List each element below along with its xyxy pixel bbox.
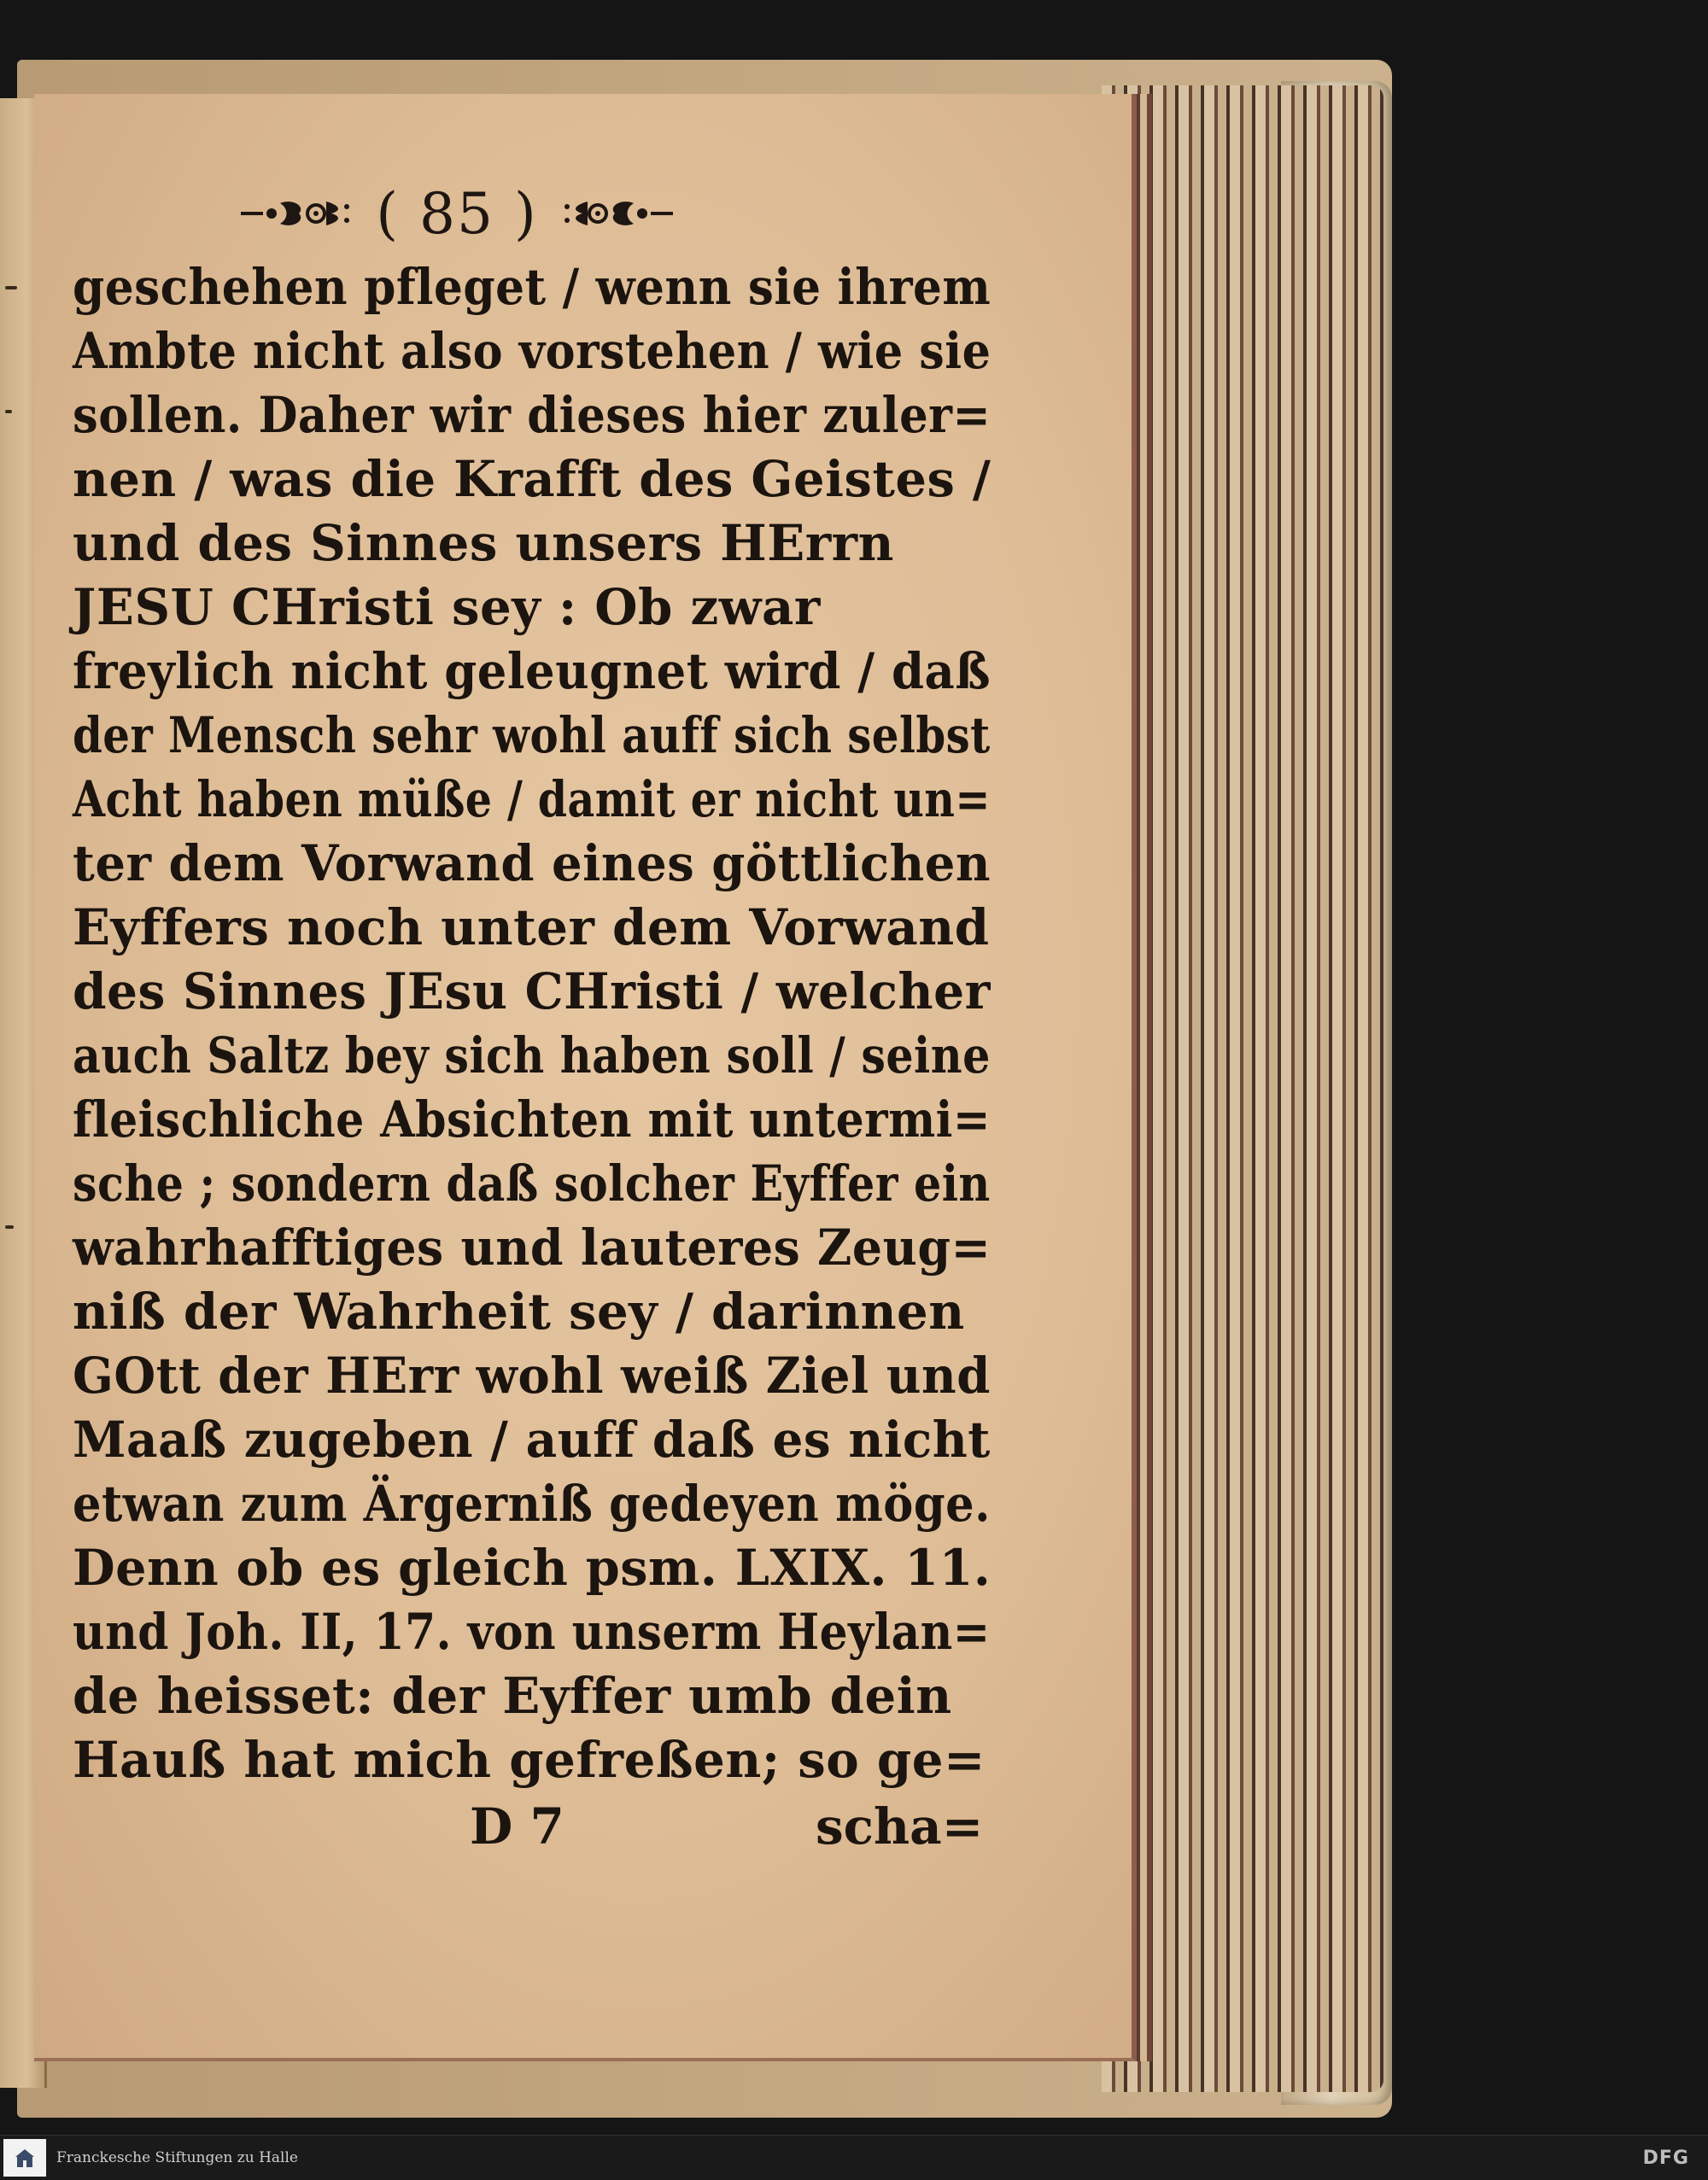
ink-mark <box>5 410 12 413</box>
text-line: sche ; sondern daß solcher Eyffer ein <box>73 1154 991 1213</box>
text-line: Eyffers noch unter dem Vorwand <box>73 898 990 956</box>
text-line: nen / was die Krafft des Geistes / <box>73 450 991 508</box>
text-line: fleischliche Absichten mit untermi= <box>73 1090 991 1148</box>
text-line: Maaß zugeben / auff daß es nicht <box>73 1411 991 1469</box>
text-line: des Sinnes JEsu CHristi / welcher <box>73 962 991 1020</box>
text-line: Denn ob es gleich psm. LXIX. 11. <box>73 1539 991 1597</box>
text-line: geschehen pfleget / wenn sie ihrem <box>73 258 991 316</box>
ornament-right-icon <box>557 196 676 231</box>
institution-logo-icon <box>3 2139 46 2177</box>
attribution-bar <box>0 2135 1708 2180</box>
body-text <box>73 255 995 1792</box>
ornament-left-icon <box>237 196 357 231</box>
catchword: scha= <box>816 1797 984 1856</box>
ink-mark <box>5 1225 14 1229</box>
text-line: auch Saltz bey sich haben soll / seine <box>73 1026 991 1084</box>
text-line: wahrhafftiges und lauteres Zeug= <box>73 1219 991 1277</box>
text-line: der Mensch sehr wohl auff sich selbst <box>73 706 991 764</box>
funder-logo: DFG <box>1642 2147 1689 2169</box>
institution-name: Franckesche Stiftungen zu Halle <box>56 2149 298 2166</box>
text-line: Acht haben müße / damit er nicht un= <box>73 770 991 828</box>
text-line: sollen. Daher wir dieses hier zuler= <box>73 386 991 444</box>
signature-mark: D 7 <box>470 1797 564 1856</box>
text-line: freylich nicht geleugnet wird / daß <box>73 642 991 700</box>
page-header <box>132 175 781 252</box>
page-number: ( 85 ) <box>376 180 538 247</box>
text-line: niß der Wahrheit sey / darinnen <box>73 1283 965 1341</box>
text-line: JESU CHristi sey : Ob zwar <box>73 578 821 636</box>
ink-mark <box>5 286 17 289</box>
text-line: etwan zum Ärgerniß gedeyen möge. <box>73 1475 991 1533</box>
text-line: ter dem Vorwand eines göttlichen <box>73 834 991 892</box>
text-line: Hauß hat mich gefreßen; so ge= <box>73 1731 986 1789</box>
text-line: de heisset: der Eyffer umb dein <box>73 1667 952 1725</box>
book-page <box>34 94 1137 2061</box>
page-footer <box>73 1797 995 1866</box>
page-edges <box>1102 85 1383 2092</box>
text-line: Ambte nicht also vorstehen / wie sie <box>73 322 991 380</box>
page-text-block <box>73 175 995 1866</box>
institution-logo-mark <box>12 2145 38 2171</box>
text-line: und des Sinnes unsers HErrn <box>73 514 895 572</box>
text-line: GOtt der HErr wohl weiß Ziel und <box>73 1347 991 1405</box>
text-line: und Joh. II, 17. von unserm Heylan= <box>73 1603 991 1661</box>
